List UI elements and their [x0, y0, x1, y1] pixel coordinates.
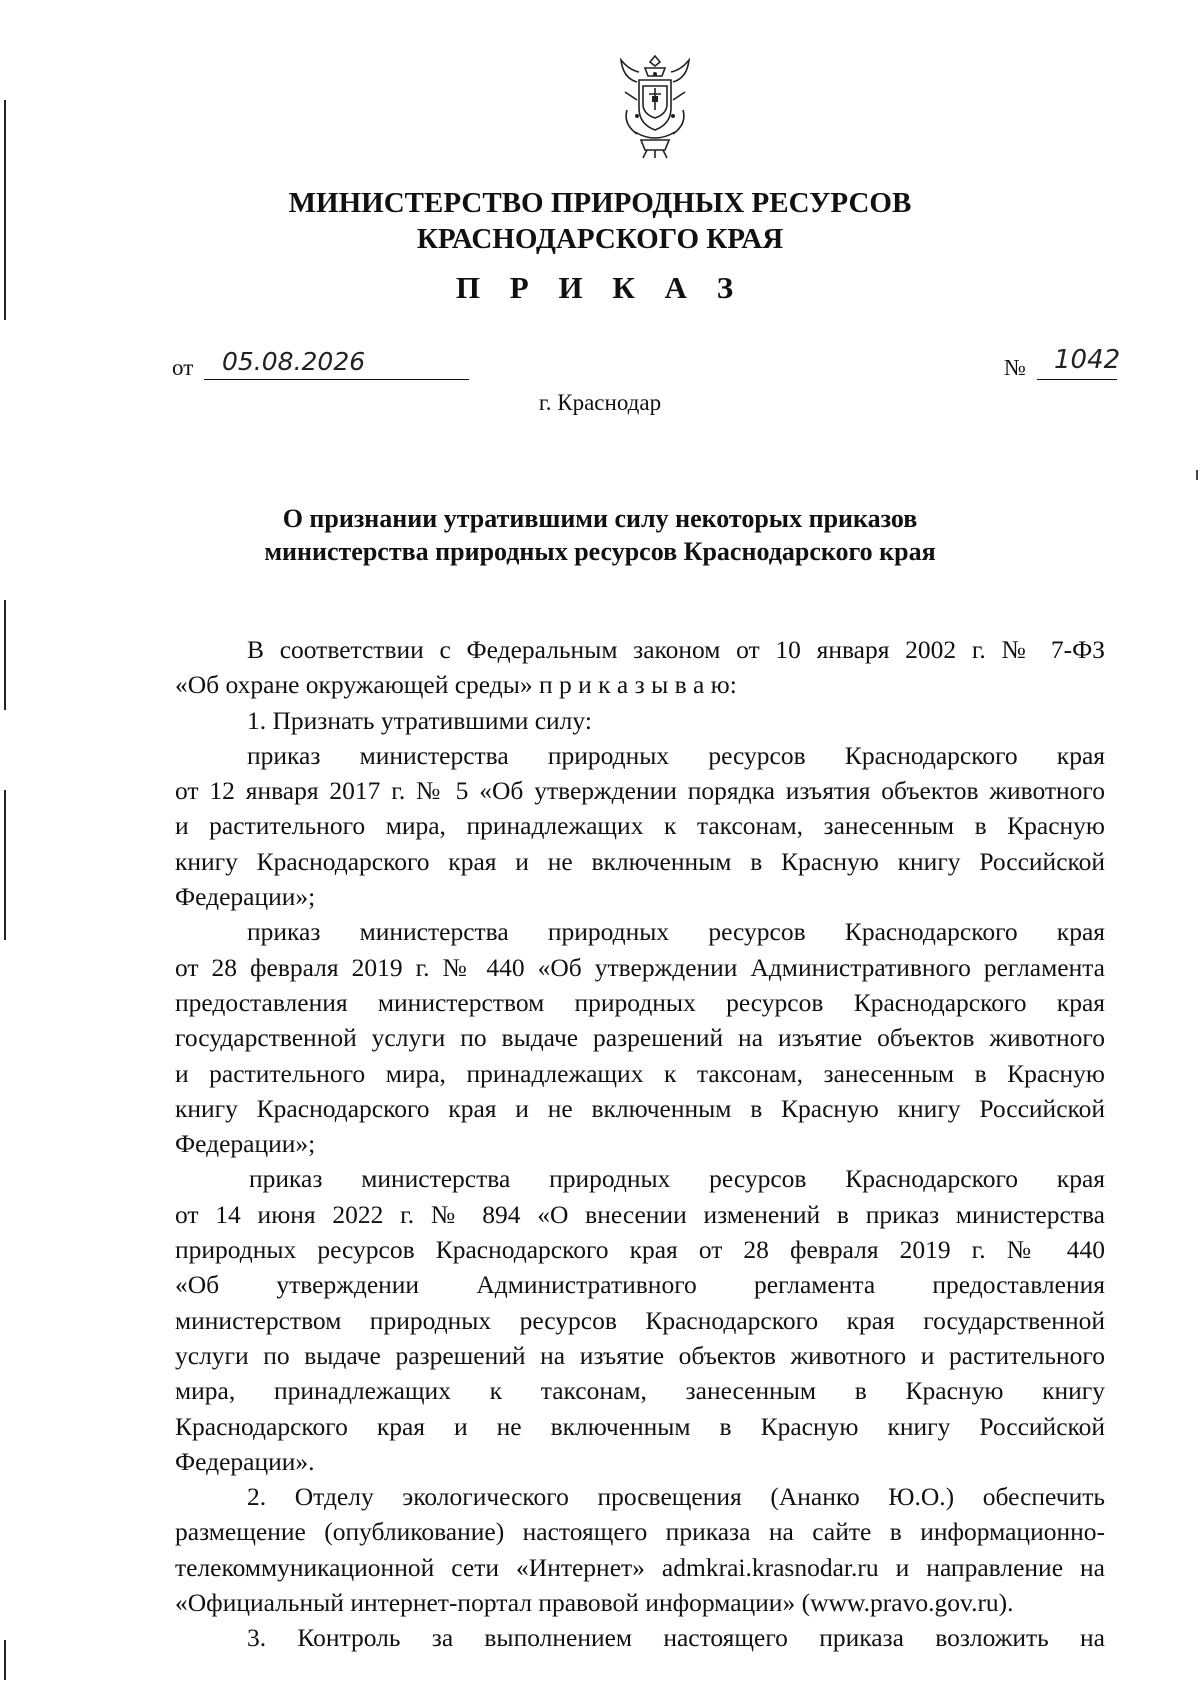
body-line: Краснодарского края и не включенным в Красную книгу Российской — [175, 1411, 1105, 1441]
scan-edge-mark — [4, 790, 6, 940]
body-line: Федерации»; — [175, 882, 316, 912]
body-line: 3. Контроль за выполнением настоящего приказа возложить на — [247, 1623, 1105, 1653]
coat-of-arms-icon — [615, 52, 695, 160]
body-line: телекоммуникационной сети «Интернет» admkrai.krasnodar.ru и направление на — [175, 1552, 1105, 1582]
body-line: от 12 января 2017 г. № 5 «Об утверждении порядка изъятия объектов животного — [175, 776, 1105, 806]
body-line: и растительного мира, принадлежащих к таксонам, занесенным в Красную — [175, 1058, 1105, 1088]
scan-edge-mark — [4, 600, 6, 710]
number-prefix: № — [1004, 355, 1026, 380]
date-number-row — [172, 345, 1121, 385]
ministry-name — [0, 185, 1200, 257]
title-line: О признании утратившими силу некоторых приказов — [282, 504, 918, 533]
body-line: министерством природных ресурсов Краснодарского края государственной — [175, 1305, 1105, 1335]
handwritten-date: 05.08.2026 — [222, 347, 366, 376]
body-line: от 28 февраля 2019 г. № 440 «Об утверждении Административного регламента — [175, 952, 1105, 982]
body-line: В соответствии с Федеральным законом от 10 января 2002 г. № 7-ФЗ — [247, 635, 1105, 664]
body-line: «Об утверждении Административного регламента предоставления — [175, 1270, 1105, 1300]
ministry-line: КРАСНОДАРСКОГО КРАЯ — [416, 223, 784, 255]
body-line: приказ министерства природных ресурсов Краснодарского края — [247, 740, 1105, 770]
body-line: приказ министерства природных ресурсов Краснодарского края — [247, 917, 1105, 947]
body-line: книгу Краснодарского края и не включенным в Красную книгу Российской — [175, 1093, 1105, 1123]
body-line: «Об охране окружающей среды» п р и к а з ы в а ю: — [175, 670, 737, 700]
title-line: министерства природных ресурсов Краснодарского края — [264, 537, 936, 566]
body-line: «Официальный интернет-портал правовой информации» (www.pravo.gov.ru). — [175, 1588, 1014, 1618]
scan-edge-mark — [4, 1640, 6, 1680]
body-line: природных ресурсов Краснодарского края от 28 февраля 2019 г. № 440 — [175, 1235, 1105, 1265]
handwritten-number: 1042 — [1054, 345, 1121, 375]
document-body — [175, 632, 1105, 1656]
scan-speck — [1196, 470, 1198, 480]
body-line: Федерации». — [175, 1446, 315, 1476]
date-prefix: от — [172, 355, 194, 380]
body-line: Федерации»; — [175, 1129, 316, 1159]
body-line: 2. Отделу экологического просвещения (Ананко Ю.О.) обеспечить — [247, 1482, 1105, 1512]
body-line: книгу Краснодарского края и не включенным в Красную книгу Российской — [175, 846, 1105, 876]
body-line: размещение (опубликование) настоящего приказа на сайте в информационно- — [175, 1517, 1105, 1547]
body-line: мира, принадлежащих к таксонам, занесенным в Красную книгу — [175, 1376, 1105, 1406]
body-line: предоставления министерством природных ресурсов Краснодарского края — [175, 987, 1105, 1017]
body-line: приказ министерства природных ресурсов Краснодарского края — [249, 1164, 1105, 1194]
document-type: П Р И К А З — [455, 270, 745, 305]
body-line: услуги по выдаче разрешений на изъятие объектов животного и растительного — [175, 1340, 1105, 1370]
body-line: от 14 июня 2022 г. № 894 «О внесении изменений в приказ министерства — [175, 1199, 1105, 1229]
document-title — [0, 502, 1200, 568]
body-line: государственной услуги по выдаче разрешений на изъятие объектов животного — [175, 1023, 1105, 1053]
ministry-line: МИНИСТЕРСТВО ПРИРОДНЫХ РЕСУРСОВ — [288, 187, 912, 219]
city-label: г. Краснодар — [538, 390, 662, 415]
body-line: и растительного мира, принадлежащих к таксонам, занесенным в Красную — [175, 811, 1105, 841]
body-line: 1. Признать утратившими силу: — [247, 705, 592, 735]
